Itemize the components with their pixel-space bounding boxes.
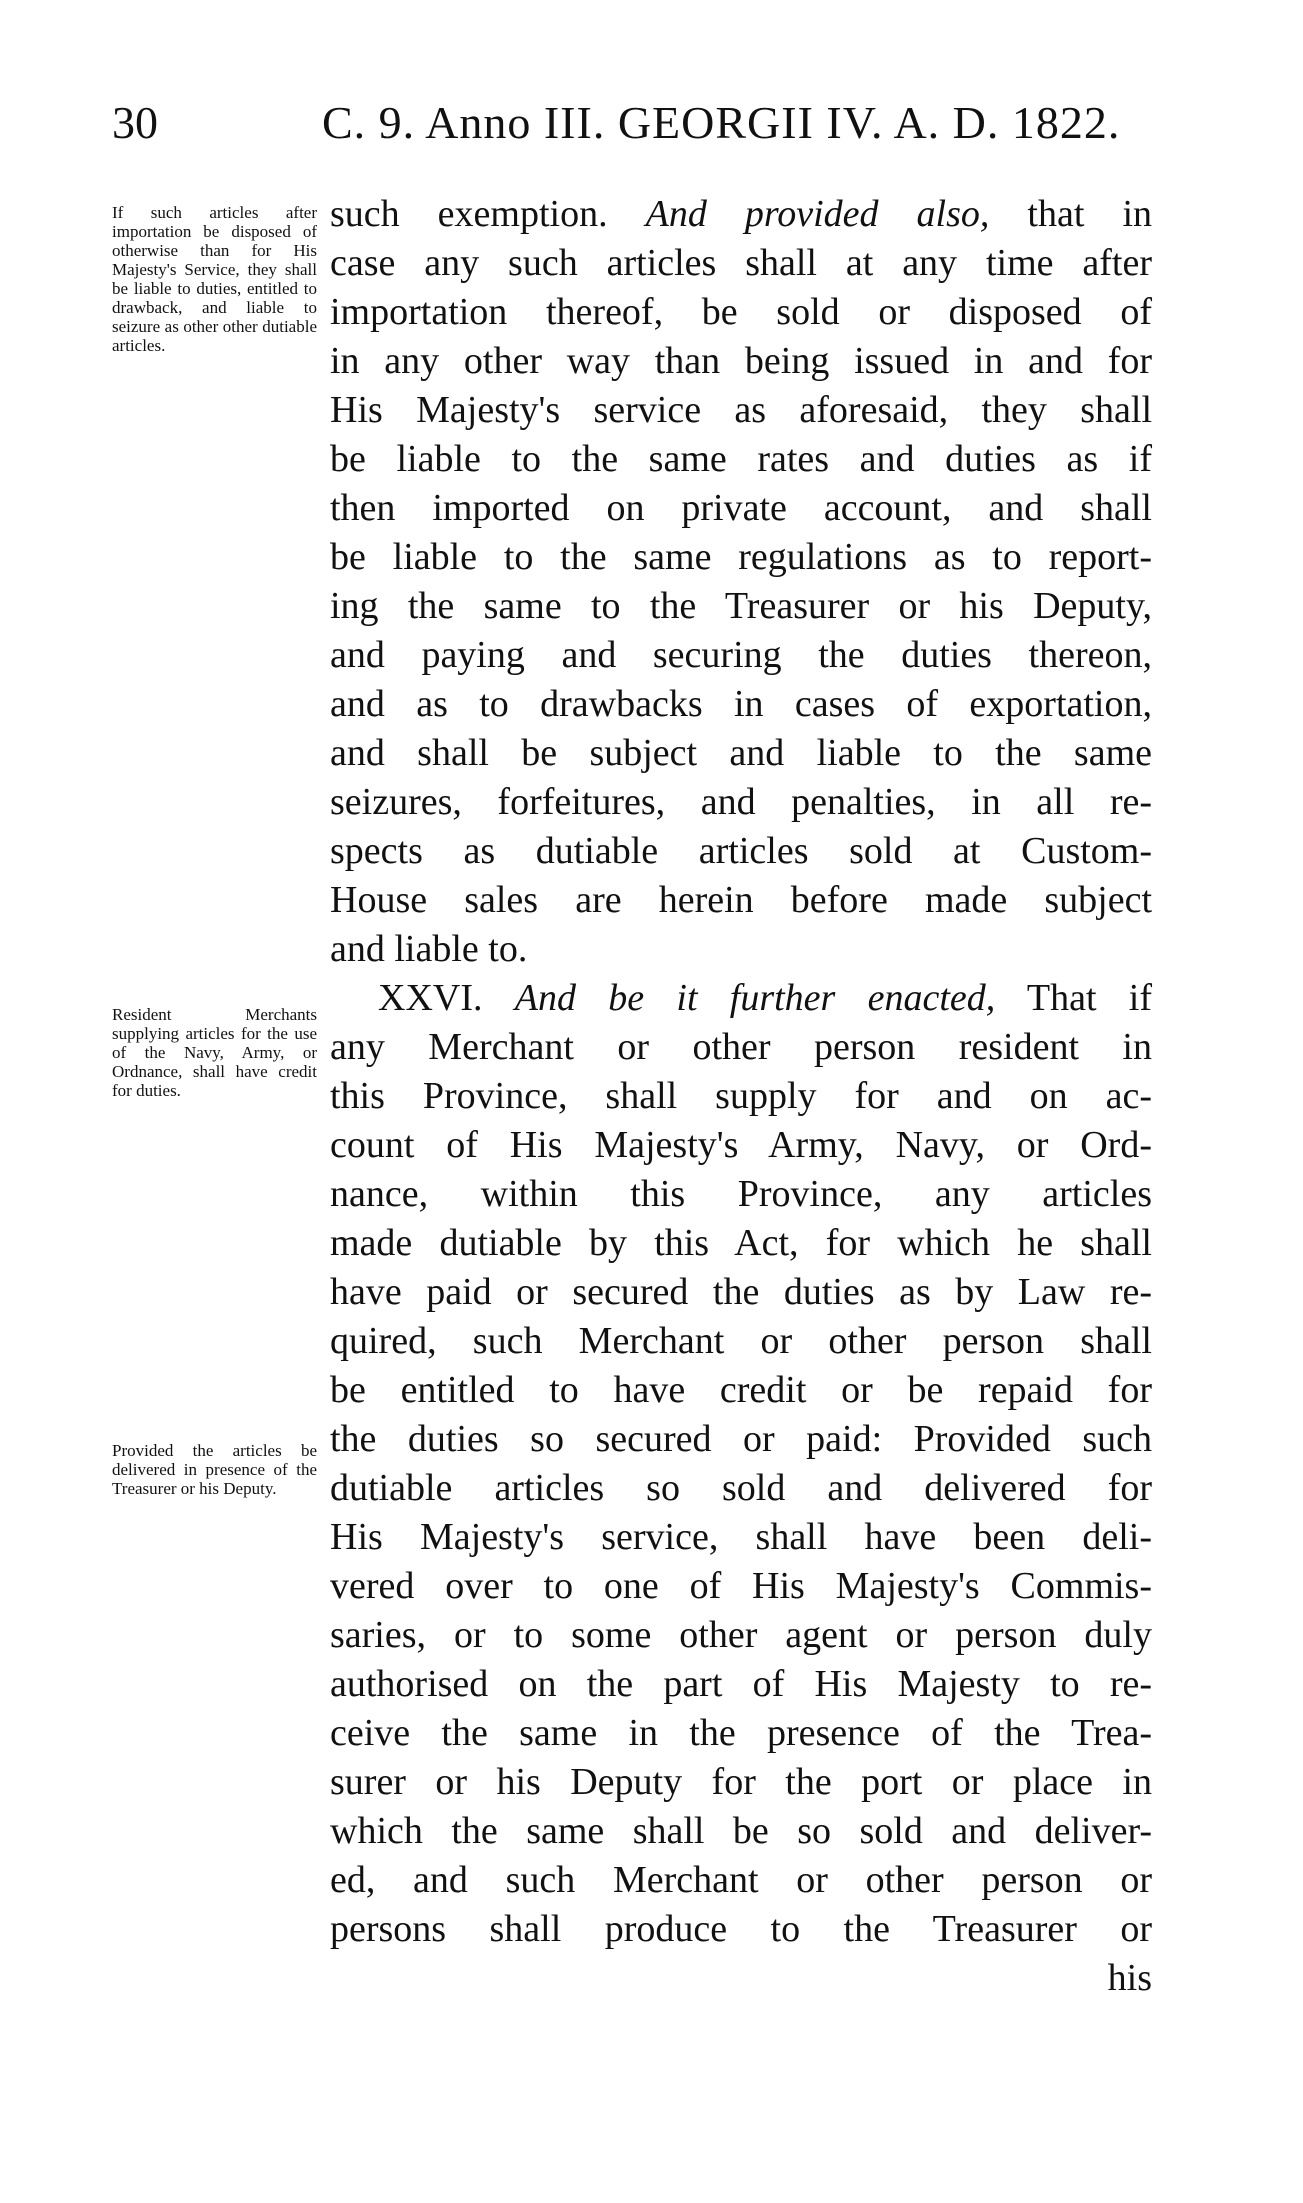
italic-phrase: And be it further enacted, bbox=[514, 977, 996, 1019]
section-heading-line bbox=[330, 974, 1152, 1023]
text-line: ceive the same in the presence of the Trea- bbox=[330, 1712, 1152, 1754]
text-line: persons shall produce to the Treasurer or bbox=[330, 1908, 1152, 1950]
running-head: C. 9. Anno III. GEORGII IV. A. D. 1822. bbox=[322, 97, 1121, 148]
text-line: this Province, shall supply for and on ac- bbox=[330, 1075, 1152, 1117]
text-line: ed, and such Merchant or other person or bbox=[330, 1859, 1152, 1901]
text-line: nance, within this Province, any articles bbox=[330, 1173, 1152, 1215]
text-line: count of His Majesty's Army, Navy, or Ord- bbox=[330, 1124, 1152, 1166]
text-run: such exemption. bbox=[330, 193, 646, 235]
text-line: the duties so secured or paid: Provided such bbox=[330, 1418, 1152, 1460]
page-number: 30 bbox=[112, 97, 158, 148]
text-line: be liable to the same regulations as to report- bbox=[330, 536, 1152, 578]
text-line: authorised on the part of His Majesty to re- bbox=[330, 1663, 1152, 1705]
text-line: then imported on private account, and shall bbox=[330, 487, 1152, 529]
body-text bbox=[330, 190, 1152, 2003]
text-line: vered over to one of His Majesty's Commis- bbox=[330, 1565, 1152, 1607]
sidenote-resident-merchants: Resident Merchants supplying articles for the use of the Navy, Army, or Ordnance, shall have credit for duties. bbox=[112, 1005, 317, 1100]
text-line: any Merchant or other person resident in bbox=[330, 1026, 1152, 1068]
text-line: be liable to the same rates and duties as if bbox=[330, 438, 1152, 480]
text-line: spects as dutiable articles sold at Custom- bbox=[330, 830, 1152, 872]
text-line: case any such articles shall at any time after bbox=[330, 242, 1152, 284]
text-line: have paid or secured the duties as by Law re- bbox=[330, 1271, 1152, 1313]
section-number: XXVI. bbox=[378, 977, 515, 1019]
text-run: that in bbox=[989, 193, 1152, 235]
text-line: in any other way than being issued in and for bbox=[330, 340, 1152, 382]
text-line: House sales are herein before made subject bbox=[330, 879, 1152, 921]
text-line: His Majesty's service as aforesaid, they shall bbox=[330, 389, 1152, 431]
text-line: and shall be subject and liable to the same bbox=[330, 732, 1152, 774]
text-line: and paying and securing the duties thereon, bbox=[330, 634, 1152, 676]
sidenote-delivery-proviso: Provided the articles be delivered in presence of the Treasurer or his Deputy. bbox=[112, 1441, 317, 1498]
text-line: His Majesty's service, shall have been deli- bbox=[330, 1516, 1152, 1558]
text-line: be entitled to have credit or be repaid for bbox=[330, 1369, 1152, 1411]
text-run: That if bbox=[995, 977, 1152, 1019]
page-header bbox=[112, 88, 1152, 158]
sidenote-disposal-liability: If such articles after importation be disposed of otherwise than for His Majesty's Service, they shall be liable to duties, entitled to drawback, and liable to seizure as other other dutiable articles. bbox=[112, 203, 317, 355]
text-line: quired, such Merchant or other person shall bbox=[330, 1320, 1152, 1362]
text-line: ing the same to the Treasurer or his Deputy, bbox=[330, 585, 1152, 627]
text-line bbox=[330, 190, 1152, 239]
catchword: his bbox=[1107, 1957, 1152, 1999]
italic-phrase: And provided also, bbox=[645, 193, 990, 235]
text-line: saries, or to some other agent or person duly bbox=[330, 1614, 1152, 1656]
text-line: and liable to. bbox=[330, 928, 528, 970]
text-line: seizures, forfeitures, and penalties, in all re- bbox=[330, 781, 1152, 823]
text-line: made dutiable by this Act, for which he shall bbox=[330, 1222, 1152, 1264]
text-line: dutiable articles so sold and delivered for bbox=[330, 1467, 1152, 1509]
text-line: which the same shall be so sold and deliver- bbox=[330, 1810, 1152, 1852]
text-line: importation thereof, be sold or disposed of bbox=[330, 291, 1152, 333]
text-line: and as to drawbacks in cases of exportation, bbox=[330, 683, 1152, 725]
text-line: surer or his Deputy for the port or place in bbox=[330, 1761, 1152, 1803]
